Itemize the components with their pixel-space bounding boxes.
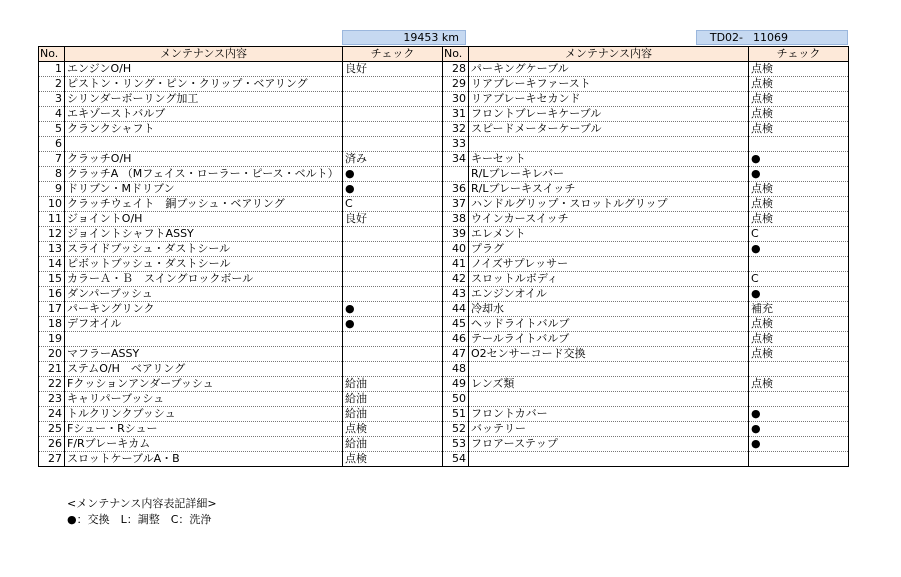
row-number: 4 <box>39 107 65 122</box>
row-check: ● <box>749 167 849 182</box>
row-number: 54 <box>443 452 469 467</box>
row-item: ジョイントO/H <box>65 212 343 227</box>
row-item: カラーＡ・Ｂ スイングロックボール <box>65 272 343 287</box>
row-check: 点検 <box>749 212 849 227</box>
table-row <box>39 257 849 272</box>
row-item: ノイズサプレッサー <box>469 257 749 272</box>
row-number: 38 <box>443 212 469 227</box>
row-item: ピストン・リング・ピン・クリップ・ベアリング <box>65 77 343 92</box>
table-row <box>39 437 849 452</box>
row-number: 50 <box>443 392 469 407</box>
table-row <box>39 422 849 437</box>
row-number: 49 <box>443 377 469 392</box>
row-number: 28 <box>443 62 469 77</box>
row-check <box>343 77 443 92</box>
table-row <box>39 197 849 212</box>
row-number: 41 <box>443 257 469 272</box>
row-item: キーセット <box>469 152 749 167</box>
table-row <box>39 302 849 317</box>
row-number: 27 <box>39 452 65 467</box>
row-check: 点検 <box>749 77 849 92</box>
row-item: トルクリンクブッシュ <box>65 407 343 422</box>
table-row <box>39 122 849 137</box>
row-number: 21 <box>39 362 65 377</box>
row-item: ダンパーブッシュ <box>65 287 343 302</box>
row-check <box>749 392 849 407</box>
row-item: レンズ類 <box>469 377 749 392</box>
model-code: TD02- <box>709 31 743 44</box>
row-item <box>469 452 749 467</box>
row-check: 良好 <box>343 62 443 77</box>
row-item: デフオイル <box>65 317 343 332</box>
row-item: F/Rブレーキカム <box>65 437 343 452</box>
row-check: ● <box>749 407 849 422</box>
row-number: 11 <box>39 212 65 227</box>
row-check <box>343 137 443 152</box>
table-row <box>39 62 849 77</box>
row-number: 25 <box>39 422 65 437</box>
row-number: 42 <box>443 272 469 287</box>
row-check <box>749 257 849 272</box>
row-item: クラッチA （Mフェイス・ローラー・ピース・ベルト） <box>65 167 343 182</box>
row-check <box>343 242 443 257</box>
row-item: エンジンオイル <box>469 287 749 302</box>
row-item: 冷却水 <box>469 302 749 317</box>
row-check: 給油 <box>343 407 443 422</box>
row-number: 15 <box>39 272 65 287</box>
row-number: 23 <box>39 392 65 407</box>
row-check: 点検 <box>749 62 849 77</box>
row-check: 補充 <box>749 302 849 317</box>
row-check: ● <box>343 167 443 182</box>
row-number: 36 <box>443 182 469 197</box>
row-item <box>469 362 749 377</box>
row-number: 22 <box>39 377 65 392</box>
table-row <box>39 287 849 302</box>
table-row <box>39 347 849 362</box>
row-number: 39 <box>443 227 469 242</box>
row-number: 3 <box>39 92 65 107</box>
row-number: 19 <box>39 332 65 347</box>
row-check: ● <box>749 422 849 437</box>
row-item: スロットルボディ <box>469 272 749 287</box>
row-check: 点検 <box>749 107 849 122</box>
row-item: O2センサーコード交換 <box>469 347 749 362</box>
row-item: ピボットブッシュ・ダストシール <box>65 257 343 272</box>
row-item: R/Lブレーキレバー <box>469 167 749 182</box>
row-number: 10 <box>39 197 65 212</box>
col-no-right: No. <box>443 47 469 62</box>
row-check <box>343 257 443 272</box>
row-item <box>65 137 343 152</box>
row-item: Fクッションアンダーブッシュ <box>65 377 343 392</box>
row-check: ● <box>749 242 849 257</box>
row-item: エンジンO/H <box>65 62 343 77</box>
table-row <box>39 377 849 392</box>
row-check: C <box>749 227 849 242</box>
row-check <box>343 107 443 122</box>
row-check: 点検 <box>749 92 849 107</box>
row-number: 18 <box>39 317 65 332</box>
table-row <box>39 212 849 227</box>
serial-number: 11069 <box>753 31 788 44</box>
row-check <box>343 272 443 287</box>
row-number: 53 <box>443 437 469 452</box>
row-check: 点検 <box>749 377 849 392</box>
row-check <box>343 287 443 302</box>
row-item: リアブレーキファースト <box>469 77 749 92</box>
col-check-left: チェック <box>343 47 443 62</box>
row-check <box>343 362 443 377</box>
legend <box>67 496 217 528</box>
row-number <box>443 167 469 182</box>
row-item: スロットケーブルA・B <box>65 452 343 467</box>
row-check <box>343 227 443 242</box>
row-number: 46 <box>443 332 469 347</box>
row-number: 52 <box>443 422 469 437</box>
col-no-left: No. <box>39 47 65 62</box>
row-number: 9 <box>39 182 65 197</box>
row-check: C <box>343 197 443 212</box>
row-number: 33 <box>443 137 469 152</box>
row-item: パーキングリンク <box>65 302 343 317</box>
row-check: 給油 <box>343 377 443 392</box>
row-number: 12 <box>39 227 65 242</box>
row-check <box>749 137 849 152</box>
table-row <box>39 152 849 167</box>
mileage-cell <box>342 30 466 45</box>
row-check: ● <box>343 302 443 317</box>
row-check: 給油 <box>343 437 443 452</box>
row-check <box>749 452 849 467</box>
row-check: 点検 <box>749 347 849 362</box>
row-item: スピードメーターケーブル <box>469 122 749 137</box>
row-item: シリンダーボーリング加工 <box>65 92 343 107</box>
row-item: フロントブレーキケーブル <box>469 107 749 122</box>
header-row <box>38 30 848 46</box>
row-number: 45 <box>443 317 469 332</box>
row-item: フロントカバー <box>469 407 749 422</box>
row-item: エレメント <box>469 227 749 242</box>
row-check: 良好 <box>343 212 443 227</box>
row-check: 点検 <box>343 452 443 467</box>
row-number: 47 <box>443 347 469 362</box>
table-row <box>39 362 849 377</box>
row-check: ● <box>749 152 849 167</box>
row-number: 32 <box>443 122 469 137</box>
row-check: C <box>749 272 849 287</box>
row-check: 点検 <box>749 182 849 197</box>
row-item: マフラーASSY <box>65 347 343 362</box>
row-check: 済み <box>343 152 443 167</box>
row-check: 点検 <box>749 197 849 212</box>
row-item <box>469 392 749 407</box>
row-item <box>65 332 343 347</box>
table-row <box>39 227 849 242</box>
table-row <box>39 137 849 152</box>
row-item: スライドブッシュ・ダストシール <box>65 242 343 257</box>
row-check <box>749 362 849 377</box>
row-check <box>343 122 443 137</box>
row-number: 6 <box>39 137 65 152</box>
row-number: 40 <box>443 242 469 257</box>
row-number: 16 <box>39 287 65 302</box>
row-item: バッテリー <box>469 422 749 437</box>
row-item: ステムO/H ベアリング <box>65 362 343 377</box>
row-item: パーキングケーブル <box>469 62 749 77</box>
row-number: 26 <box>39 437 65 452</box>
row-number: 7 <box>39 152 65 167</box>
row-item: クランクシャフト <box>65 122 343 137</box>
table-row <box>39 107 849 122</box>
row-number: 1 <box>39 62 65 77</box>
table-row <box>39 92 849 107</box>
table-row <box>39 317 849 332</box>
maintenance-table <box>38 46 849 467</box>
row-number: 14 <box>39 257 65 272</box>
legend-title: <メンテナンス内容表記詳細> <box>67 497 217 510</box>
row-number: 24 <box>39 407 65 422</box>
row-number: 30 <box>443 92 469 107</box>
row-number: 20 <box>39 347 65 362</box>
legend-text: ●：交換 L：調整 C：洗浄 <box>67 513 212 526</box>
row-number: 31 <box>443 107 469 122</box>
row-check: ● <box>343 317 443 332</box>
row-item: ジョイントシャフトASSY <box>65 227 343 242</box>
col-item-left: メンテナンス内容 <box>65 47 343 62</box>
row-item: クラッチO/H <box>65 152 343 167</box>
row-check: ● <box>749 287 849 302</box>
row-check <box>343 332 443 347</box>
row-check: 点検 <box>749 317 849 332</box>
row-check: 点検 <box>749 332 849 347</box>
row-check <box>343 92 443 107</box>
row-number: 17 <box>39 302 65 317</box>
row-number: 34 <box>443 152 469 167</box>
row-item: クラッチウェイト 銅ブッシュ・ベアリング <box>65 197 343 212</box>
row-number: 2 <box>39 77 65 92</box>
row-check: ● <box>749 437 849 452</box>
table-row <box>39 452 849 467</box>
row-number: 37 <box>443 197 469 212</box>
row-item: ハンドルグリップ・スロットルグリップ <box>469 197 749 212</box>
col-check-right: チェック <box>749 47 849 62</box>
table-row <box>39 242 849 257</box>
row-item: キャリパーブッシュ <box>65 392 343 407</box>
row-number: 5 <box>39 122 65 137</box>
row-item: フロアーステップ <box>469 437 749 452</box>
row-check: 給油 <box>343 392 443 407</box>
row-item: ヘッドライトバルブ <box>469 317 749 332</box>
table-row <box>39 167 849 182</box>
row-item: Fシュー・Rシュー <box>65 422 343 437</box>
row-item: ドリブン・Mドリブン <box>65 182 343 197</box>
table-row <box>39 392 849 407</box>
row-number: 44 <box>443 302 469 317</box>
row-number: 43 <box>443 287 469 302</box>
table-row <box>39 182 849 197</box>
row-item <box>469 137 749 152</box>
row-check: 点検 <box>343 422 443 437</box>
row-item: リアブレーキセカンド <box>469 92 749 107</box>
column-header-row <box>39 47 849 62</box>
row-item: プラグ <box>469 242 749 257</box>
row-number: 13 <box>39 242 65 257</box>
maintenance-sheet <box>38 30 848 467</box>
mileage-unit: km <box>441 31 459 44</box>
table-row <box>39 77 849 92</box>
model-serial-cell <box>696 30 848 45</box>
row-check: 点検 <box>749 122 849 137</box>
row-item: ウインカースイッチ <box>469 212 749 227</box>
table-row <box>39 272 849 287</box>
row-check <box>343 347 443 362</box>
row-number: 51 <box>443 407 469 422</box>
mileage-value: 19453 <box>403 31 439 44</box>
row-item: テールライトバルブ <box>469 332 749 347</box>
table-row <box>39 332 849 347</box>
row-item: エキゾーストバルブ <box>65 107 343 122</box>
row-check: ● <box>343 182 443 197</box>
row-number: 48 <box>443 362 469 377</box>
table-row <box>39 407 849 422</box>
row-number: 29 <box>443 77 469 92</box>
row-item: R/Lブレーキスイッチ <box>469 182 749 197</box>
row-number: 8 <box>39 167 65 182</box>
col-item-right: メンテナンス内容 <box>469 47 749 62</box>
